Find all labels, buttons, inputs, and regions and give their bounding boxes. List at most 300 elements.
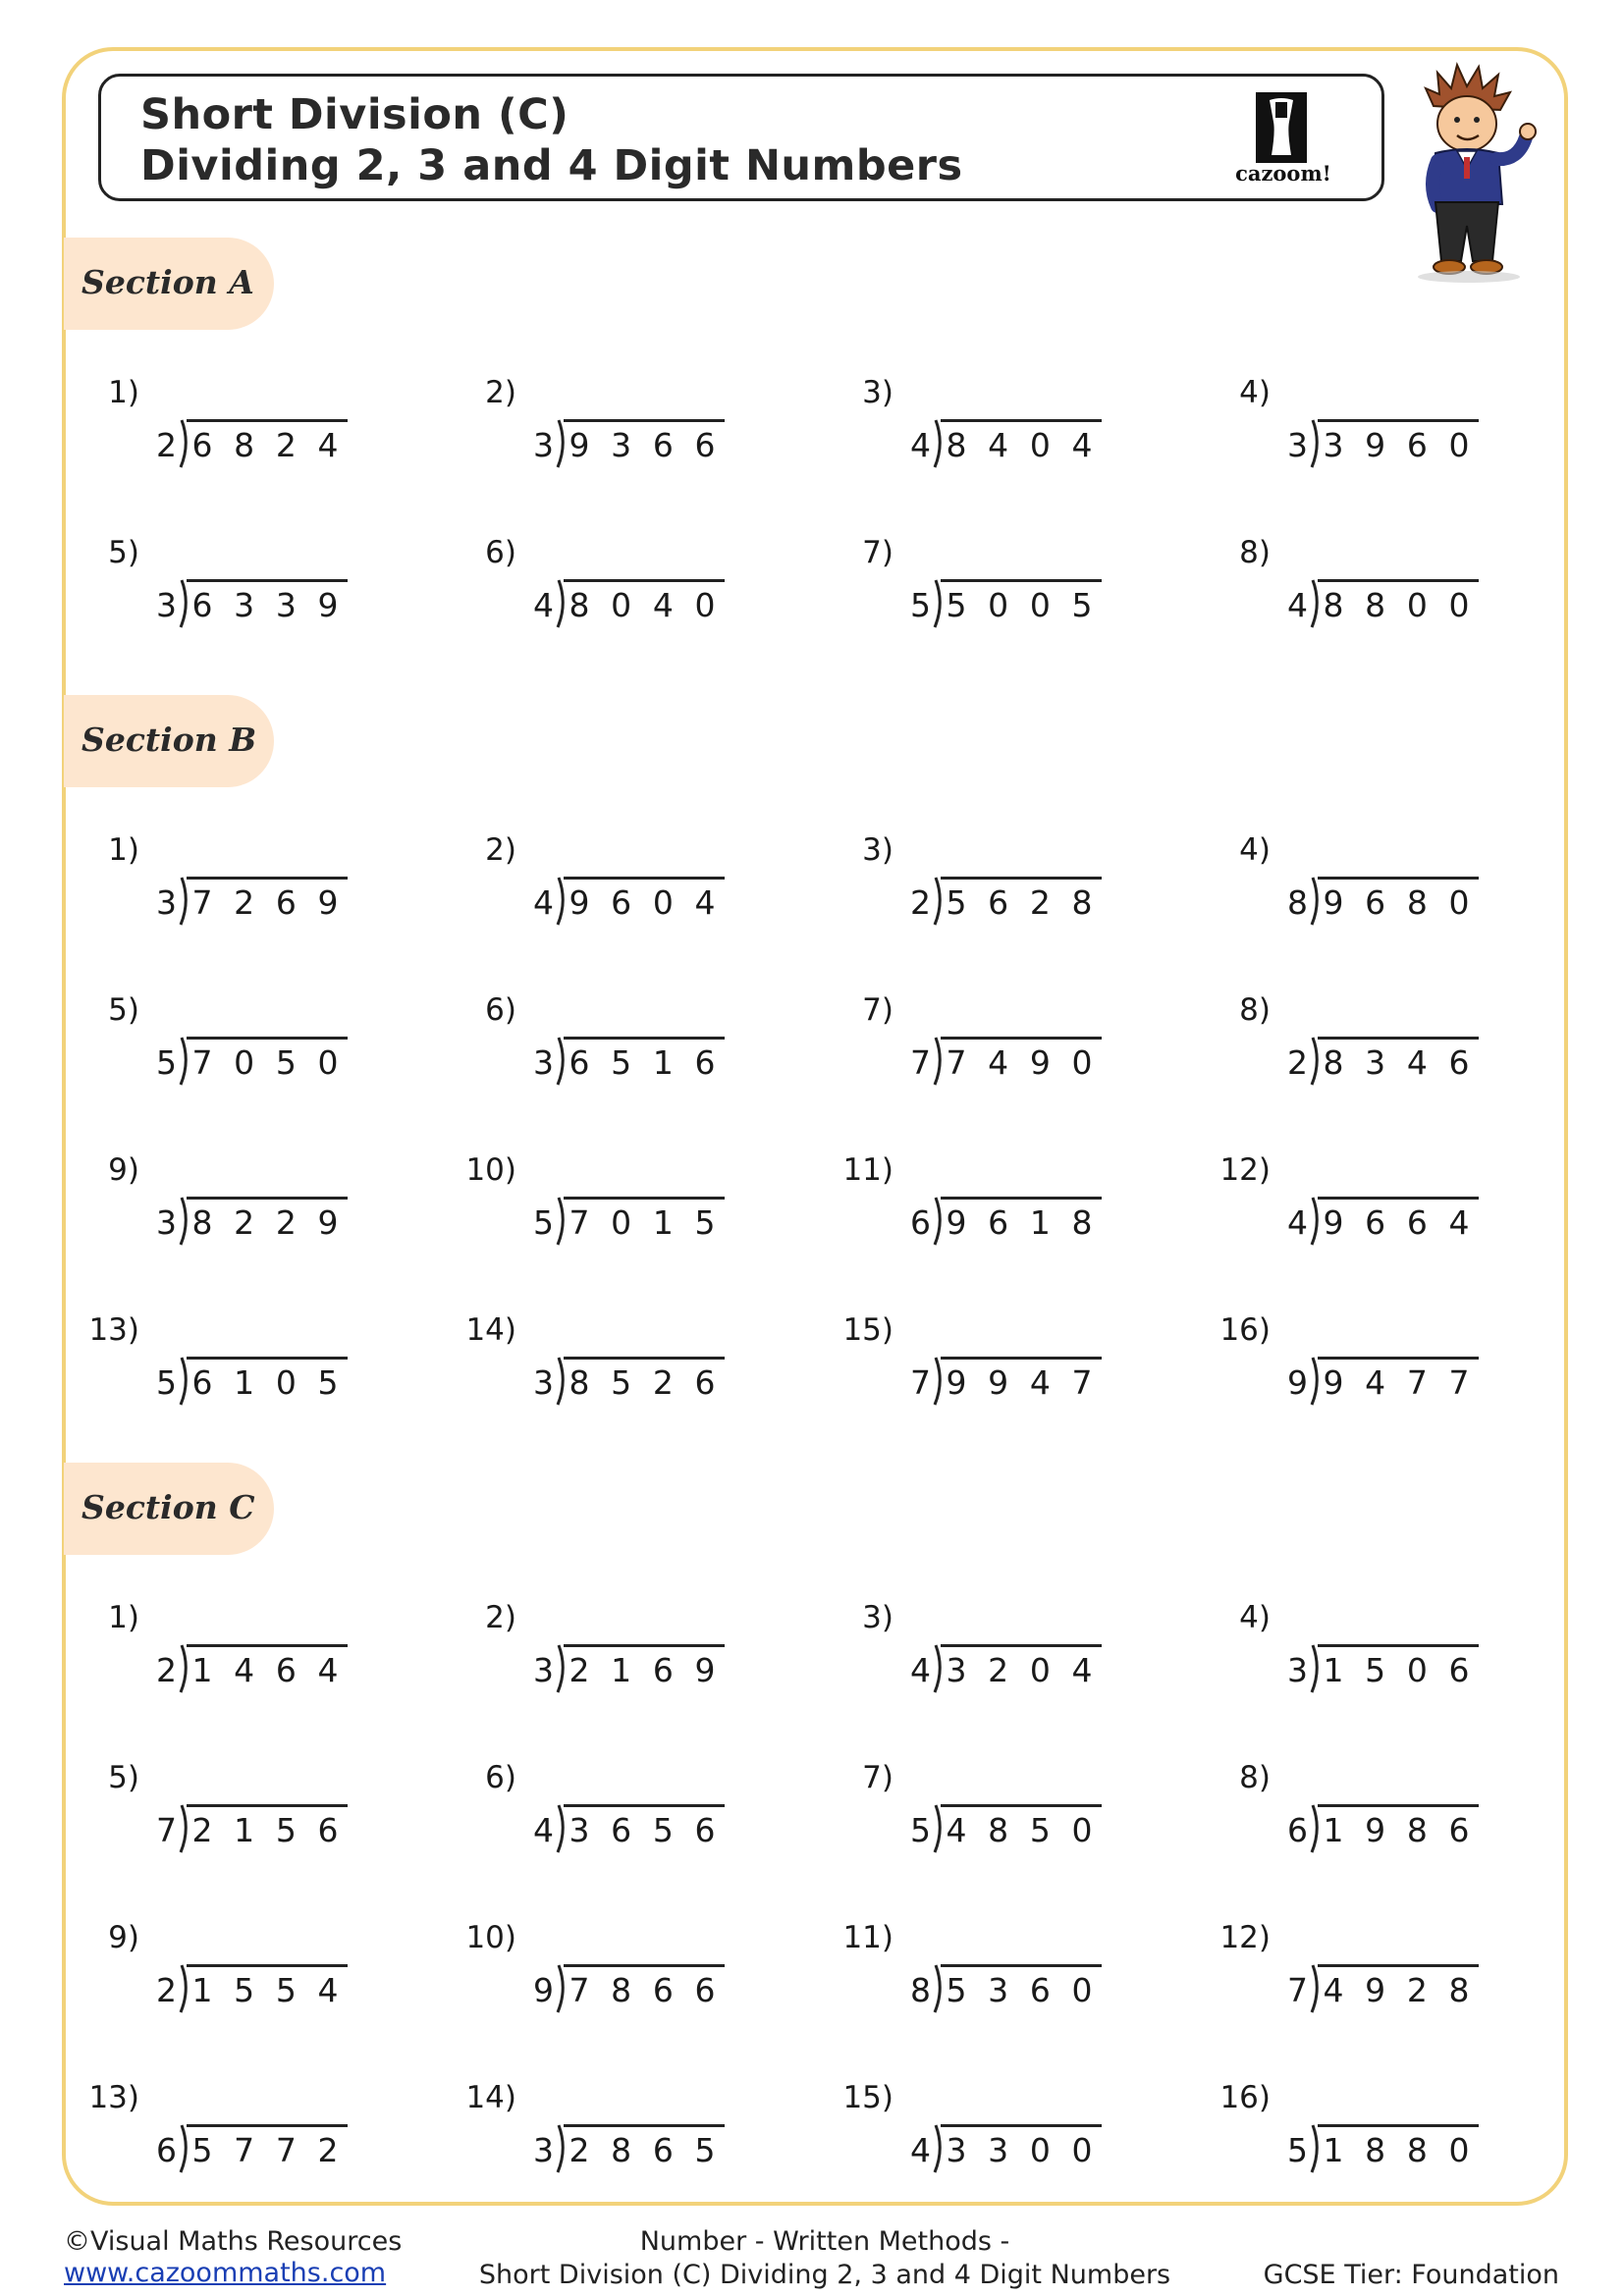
dividend [188,2131,343,2169]
dividend-digit: 6 [1448,1811,1470,1849]
dividend-digit: 8 [988,1811,1009,1849]
division-bar [564,1804,725,1807]
question-number: 7) [862,1760,893,1795]
question-number: 6) [485,1760,516,1795]
dividend-digit: 4 [1448,1203,1470,1242]
divisor: 2 [1287,1043,1308,1082]
dividend-digit: 0 [1406,1651,1428,1689]
divisor: 7 [910,1363,931,1402]
dividend-digit: 6 [694,1043,716,1082]
dividend-digit: 9 [988,1363,1009,1402]
dividend-digit: 5 [275,1811,297,1849]
division-question [475,1760,770,1868]
dividend-digit: 9 [1365,1811,1386,1849]
dividend [1319,426,1474,464]
question-number: 16) [1219,1312,1271,1348]
question-number: 8) [1239,992,1271,1028]
division-bar [187,2124,348,2127]
question-number: 15) [842,2080,893,2115]
dividend-digit: 7 [1071,1363,1093,1402]
question-number: 8) [1239,1760,1271,1795]
divisor: 7 [156,1811,177,1849]
dividend-digit: 5 [1365,1651,1386,1689]
dividend-digit: 9 [317,883,339,922]
division-question [98,1920,393,2028]
question-number: 1) [108,832,139,868]
question-number: 3) [862,375,893,410]
dividend [942,2131,1097,2169]
question-number: 15) [842,1312,893,1348]
divisor: 3 [533,1363,554,1402]
question-number: 12) [1219,1920,1271,1955]
dividend-digit: 8 [568,1363,590,1402]
dividend-digit: 8 [1323,1043,1344,1082]
dividend-digit: 8 [568,586,590,624]
division-question [98,375,393,483]
dividend-digit: 9 [317,1203,339,1242]
division-bar [1318,579,1479,582]
divisor: 4 [910,426,931,464]
dividend-digit: 6 [1448,1651,1470,1689]
worksheet-subtitle: Dividing 2, 3 and 4 Digit Numbers [140,141,963,190]
division-question [1219,1920,1524,2028]
division-question [1229,1760,1524,1868]
divisor: 5 [156,1363,177,1402]
question-number: 8) [1239,535,1271,570]
division-bar [941,1644,1102,1647]
dividend [188,1203,343,1242]
divisor: 6 [1287,1811,1308,1849]
division-question [475,832,770,940]
dividend-digit: 4 [1029,1363,1051,1402]
dividend [188,426,343,464]
dividend [188,1363,343,1402]
question-number: 3) [862,1600,893,1635]
division-bar [187,579,348,582]
divisor: 5 [156,1043,177,1082]
dividend-digit: 9 [317,586,339,624]
dividend-digit: 1 [652,1043,674,1082]
division-question [88,2080,393,2188]
dividend-digit: 3 [275,586,297,624]
divisor: 5 [910,1811,931,1849]
divisor: 6 [910,1203,931,1242]
question-number: 2) [485,832,516,868]
question-number: 1) [108,375,139,410]
division-question [852,992,1147,1100]
dividend-digit: 9 [1323,883,1344,922]
dividend-digit: 6 [191,1363,213,1402]
dividend-digit: 0 [988,586,1009,624]
dividend [942,1651,1097,1689]
dividend-digit: 8 [1406,2131,1428,2169]
question-number: 14) [465,1312,516,1348]
division-question [475,535,770,643]
dividend-digit: 6 [694,426,716,464]
dividend-digit: 0 [1071,1811,1093,1849]
division-bar [941,1804,1102,1807]
divisor: 4 [533,1811,554,1849]
dividend-digit: 8 [1071,1203,1093,1242]
division-bar [1318,1964,1479,1967]
dividend-digit: 3 [988,1971,1009,2009]
question-number: 13) [88,2080,139,2115]
dividend-digit: 9 [946,1203,967,1242]
dividend-digit: 4 [694,883,716,922]
dividend [942,1811,1097,1849]
dividend-digit: 2 [191,1811,213,1849]
dividend-digit: 9 [1365,426,1386,464]
dividend-digit: 5 [1071,586,1093,624]
dividend [942,586,1097,624]
dividend-digit: 2 [317,2131,339,2169]
question-number: 1) [108,1600,139,1635]
divisor: 3 [533,426,554,464]
dividend [188,1651,343,1689]
dividend-digit: 5 [946,1971,967,2009]
dividend [565,1203,720,1242]
question-number: 13) [88,1312,139,1348]
division-question [475,992,770,1100]
dividend-digit: 6 [694,1811,716,1849]
divisor: 4 [533,586,554,624]
dividend-digit: 9 [1323,1363,1344,1402]
division-bar [941,579,1102,582]
dividend-digit: 2 [1406,1971,1428,2009]
division-question [98,992,393,1100]
division-bar [564,1357,725,1360]
division-question [852,1600,1147,1708]
dividend-digit: 2 [652,1363,674,1402]
dividend-digit: 8 [191,1203,213,1242]
dividend [942,426,1097,464]
dividend-digit: 6 [988,883,1009,922]
dividend-digit: 5 [611,1043,632,1082]
dividend [1319,1203,1474,1242]
dividend-digit: 0 [234,1043,255,1082]
divisor: 4 [910,2131,931,2169]
dividend-digit: 9 [1029,1043,1051,1082]
dividend-digit: 1 [1323,1651,1344,1689]
dividend-digit: 7 [1406,1363,1428,1402]
dividend-digit: 6 [652,2131,674,2169]
question-number: 10) [465,1152,516,1188]
dividend-digit: 3 [234,586,255,624]
question-number: 7) [862,535,893,570]
division-question [465,1312,770,1420]
question-number: 5) [108,992,139,1028]
question-number: 2) [485,1600,516,1635]
section-label: Section B [81,721,257,759]
question-number: 5) [108,535,139,570]
dividend [1319,2131,1474,2169]
division-question [842,2080,1147,2188]
title-box [98,74,1384,201]
dividend-digit: 6 [694,1363,716,1402]
dividend-digit: 3 [1323,426,1344,464]
division-question [1219,1312,1524,1420]
dividend-digit: 6 [1406,1203,1428,1242]
dividend [565,586,720,624]
dividend-digit: 0 [1448,883,1470,922]
dividend-digit: 8 [1071,883,1093,922]
dividend-digit: 8 [1406,883,1428,922]
division-bar [1318,877,1479,880]
footer-topic-line2: Short Division (C) Dividing 2, 3 and 4 Digit Numbers [478,2260,1171,2290]
dividend-digit: 4 [1071,426,1093,464]
division-bar [941,1037,1102,1040]
division-question [98,1600,393,1708]
dividend [565,1043,720,1082]
divisor: 2 [156,1651,177,1689]
division-bar [1318,1037,1479,1040]
divisor: 3 [533,1043,554,1082]
dividend-digit: 5 [275,1043,297,1082]
dividend [942,1971,1097,2009]
dividend-digit: 1 [1323,2131,1344,2169]
division-question [1229,1600,1524,1708]
dividend-digit: 0 [1029,586,1051,624]
division-bar [941,1964,1102,1967]
dividend [1319,1811,1474,1849]
dividend-digit: 4 [317,426,339,464]
division-question [852,535,1147,643]
dividend-digit: 7 [1448,1363,1470,1402]
footer-copyright: ©Visual Maths Resources [64,2226,403,2257]
divisor: 5 [1287,2131,1308,2169]
dividend-digit: 5 [317,1363,339,1402]
dividend-digit: 6 [611,883,632,922]
dividend-digit: 4 [946,1811,967,1849]
dividend-digit: 6 [988,1203,1009,1242]
divisor: 7 [1287,1971,1308,2009]
question-number: 14) [465,2080,516,2115]
dividend-digit: 1 [611,1651,632,1689]
dividend-digit: 3 [568,1811,590,1849]
question-number: 16) [1219,2080,1271,2115]
division-question [98,1760,393,1868]
division-bar [187,1357,348,1360]
dividend-digit: 9 [568,426,590,464]
question-number: 6) [485,535,516,570]
dividend-digit: 5 [694,2131,716,2169]
question-number: 12) [1219,1152,1271,1188]
dividend-digit: 8 [1365,2131,1386,2169]
divisor: 4 [533,883,554,922]
dividend [1319,586,1474,624]
division-bar [564,1037,725,1040]
divisor: 3 [533,1651,554,1689]
dividend-digit: 5 [234,1971,255,2009]
dividend-digit: 0 [275,1363,297,1402]
dividend-digit: 5 [611,1363,632,1402]
dividend-digit: 4 [988,426,1009,464]
dividend-digit: 7 [191,1043,213,1082]
division-bar [1318,1644,1479,1647]
dividend-digit: 0 [611,586,632,624]
dividend-digit: 8 [1448,1971,1470,2009]
division-question [1229,832,1524,940]
divisor: 3 [156,1203,177,1242]
dividend-digit: 0 [1071,1971,1093,2009]
footer-website-link[interactable]: www.cazoommaths.com [64,2258,387,2288]
division-question [852,1760,1147,1868]
divisor: 8 [910,1971,931,2009]
question-number: 11) [842,1152,893,1188]
dividend-digit: 0 [694,586,716,624]
dividend [1319,1971,1474,2009]
division-bar [187,419,348,422]
division-bar [187,1644,348,1647]
dividend-digit: 5 [946,883,967,922]
division-question [88,1312,393,1420]
dividend [1319,1043,1474,1082]
question-number: 10) [465,1920,516,1955]
dividend-digit: 2 [568,2131,590,2169]
dividend-digit: 3 [988,2131,1009,2169]
division-bar [941,419,1102,422]
question-number: 9) [108,1920,139,1955]
division-bar [187,1197,348,1200]
divisor: 3 [1287,1651,1308,1689]
division-question [842,1312,1147,1420]
dividend-digit: 1 [652,1203,674,1242]
dividend-digit: 0 [1071,1043,1093,1082]
dividend-digit: 6 [1365,883,1386,922]
dividend-digit: 8 [1323,586,1344,624]
divisor: 4 [1287,586,1308,624]
dividend-digit: 4 [1406,1043,1428,1082]
dividend [565,426,720,464]
dividend-digit: 6 [652,1971,674,2009]
dividend-digit: 0 [611,1203,632,1242]
dividend-digit: 4 [1365,1363,1386,1402]
division-question [1219,2080,1524,2188]
dividend-digit: 6 [652,1651,674,1689]
dividend [565,1811,720,1849]
dividend-digit: 5 [191,2131,213,2169]
division-bar [564,877,725,880]
dividend-digit: 0 [317,1043,339,1082]
dividend-digit: 9 [1365,1971,1386,2009]
dividend-digit: 2 [275,1203,297,1242]
question-number: 5) [108,1760,139,1795]
dividend [1319,1363,1474,1402]
dividend-digit: 0 [1448,586,1470,624]
dividend-digit: 0 [652,883,674,922]
dividend [188,586,343,624]
dividend-digit: 0 [1406,586,1428,624]
question-number: 7) [862,992,893,1028]
dividend-digit: 6 [1029,1971,1051,2009]
dividend-digit: 1 [1323,1811,1344,1849]
dividend-digit: 6 [611,1811,632,1849]
divisor: 3 [533,2131,554,2169]
dividend-digit: 4 [317,1651,339,1689]
dividend-digit: 0 [1029,426,1051,464]
division-question [852,375,1147,483]
division-bar [1318,2124,1479,2127]
dividend-digit: 3 [611,426,632,464]
dividend [565,883,720,922]
dividend-digit: 5 [1029,1811,1051,1849]
dividend-digit: 2 [275,426,297,464]
dividend [1319,883,1474,922]
dividend-digit: 7 [191,883,213,922]
divisor: 4 [1287,1203,1308,1242]
section-label: Section C [81,1488,255,1526]
division-bar [564,1964,725,1967]
dividend-digit: 1 [234,1811,255,1849]
division-bar [564,2124,725,2127]
divisor: 3 [156,586,177,624]
page-frame [62,47,1568,2206]
dividend [565,1651,720,1689]
dividend-digit: 8 [611,1971,632,2009]
dividend-digit: 8 [234,426,255,464]
division-bar [187,877,348,880]
dividend [565,1363,720,1402]
dividend-digit: 8 [611,2131,632,2169]
footer-tier: GCSE Tier: Foundation [1263,2260,1559,2290]
division-question [98,535,393,643]
dividend [565,1971,720,2009]
dividend-digit: 0 [1029,1651,1051,1689]
divisor: 9 [533,1971,554,2009]
dividend-digit: 0 [1029,2131,1051,2169]
division-question [842,1152,1147,1260]
section-tab [64,238,274,330]
division-question [475,375,770,483]
dividend-digit: 9 [568,883,590,922]
question-number: 9) [108,1152,139,1188]
dividend-digit: 5 [275,1971,297,2009]
dividend-digit: 7 [275,2131,297,2169]
divisor: 3 [156,883,177,922]
divisor: 9 [1287,1363,1308,1402]
division-bar [941,2124,1102,2127]
divisor: 4 [910,1651,931,1689]
dividend-digit: 6 [191,586,213,624]
dividend-digit: 7 [568,1971,590,2009]
question-number: 4) [1239,375,1271,410]
dividend-digit: 7 [234,2131,255,2169]
dividend-digit: 3 [946,1651,967,1689]
division-question [852,832,1147,940]
division-bar [941,1197,1102,1200]
dividend-digit: 6 [568,1043,590,1082]
dividend-digit: 5 [946,586,967,624]
dividend [942,1043,1097,1082]
dividend-digit: 6 [275,883,297,922]
division-question [465,1152,770,1260]
dividend-digit: 2 [568,1651,590,1689]
dividend [942,1363,1097,1402]
division-bar [564,1197,725,1200]
dividend-digit: 7 [568,1203,590,1242]
dividend-digit: 0 [1448,426,1470,464]
divisor: 5 [533,1203,554,1242]
dividend-digit: 6 [694,1971,716,2009]
dividend-digit: 7 [946,1043,967,1082]
dividend-digit: 6 [652,426,674,464]
dividend-digit: 9 [694,1651,716,1689]
division-question [1229,992,1524,1100]
division-question [98,1152,393,1260]
dividend-digit: 6 [1365,1203,1386,1242]
dividend-digit: 9 [1323,1203,1344,1242]
division-bar [1318,1197,1479,1200]
